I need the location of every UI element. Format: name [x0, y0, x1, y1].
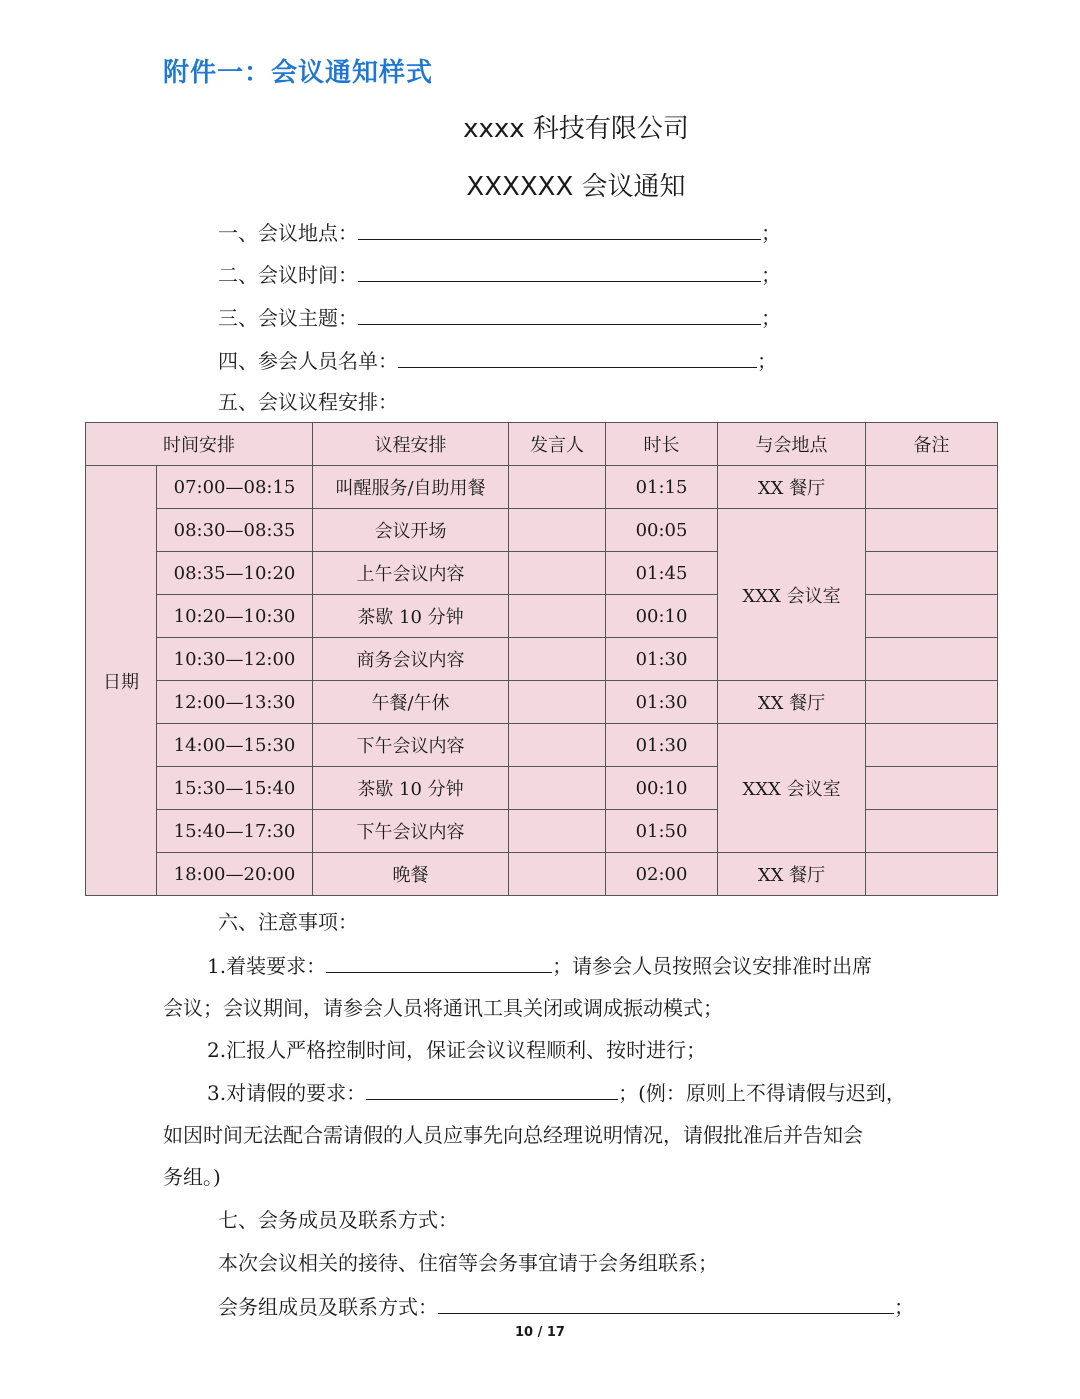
duration-cell: 01:50 [606, 810, 718, 853]
time-cell: 10:20—10:30 [157, 595, 313, 638]
item-attendees: 四、参会人员名单： ； [218, 349, 777, 373]
note-3-cont-2: 务组。) [163, 1165, 221, 1189]
agenda-cell: 会议开场 [313, 509, 509, 552]
header-agenda: 议程安排 [313, 423, 509, 466]
contacts-line-1: 本次会议相关的接待、住宿等会务事宜请于会务组联系； [218, 1251, 718, 1275]
speaker-cell[interactable] [509, 853, 606, 896]
attachment-title: 附件一：会议通知样式 [163, 58, 434, 88]
remarks-cell[interactable] [866, 853, 998, 896]
time-cell: 12:00—13:30 [157, 681, 313, 724]
date-cell: 日期 [86, 466, 157, 896]
company-name: xxxx 科技有限公司 [463, 114, 689, 144]
topic-blank[interactable] [358, 304, 761, 325]
table-header-row [86, 423, 998, 466]
agenda-table [85, 422, 998, 896]
place-cell: XX 餐厅 [718, 466, 866, 509]
note-1-cont: 会议；会议期间，请参会人员将通讯工具关闭或调成振动模式； [163, 996, 723, 1020]
agenda-cell: 上午会议内容 [313, 552, 509, 595]
attendees-blank[interactable] [398, 347, 757, 368]
agenda-cell: 午餐/午休 [313, 681, 509, 724]
duration-cell: 01:30 [606, 724, 718, 767]
duration-cell: 01:45 [606, 552, 718, 595]
place-cell: XXX 会议室 [718, 509, 866, 681]
time-cell: 08:35—10:20 [157, 552, 313, 595]
agenda-cell: 下午会议内容 [313, 810, 509, 853]
agenda-cell: 茶歇 10 分钟 [313, 767, 509, 810]
header-time: 时间安排 [86, 423, 313, 466]
time-cell: 14:00—15:30 [157, 724, 313, 767]
place-cell: XXX 会议室 [718, 724, 866, 853]
header-speaker: 发言人 [509, 423, 606, 466]
contacts-blank[interactable] [438, 1293, 894, 1314]
item-time: 二、会议时间： ； [218, 263, 781, 287]
remarks-cell[interactable] [866, 681, 998, 724]
speaker-cell[interactable] [509, 767, 606, 810]
page-number: 10 / 17 [515, 1325, 565, 1340]
speaker-cell[interactable] [509, 466, 606, 509]
duration-cell: 00:10 [606, 767, 718, 810]
agenda-cell: 茶歇 10 分钟 [313, 595, 509, 638]
item-location: 一、会议地点： ； [218, 221, 781, 245]
time-cell: 10:30—12:00 [157, 638, 313, 681]
place-cell: XX 餐厅 [718, 681, 866, 724]
agenda-cell: 下午会议内容 [313, 724, 509, 767]
remarks-cell[interactable] [866, 552, 998, 595]
header-remarks: 备注 [866, 423, 998, 466]
contacts-heading: 七、会务成员及联系方式： [218, 1208, 458, 1232]
location-blank[interactable] [358, 219, 761, 240]
table-row [86, 509, 998, 552]
duration-cell: 01:15 [606, 466, 718, 509]
speaker-cell[interactable] [509, 595, 606, 638]
table-row [86, 681, 998, 724]
note-1: 1.着装要求： ；请参会人员按照会议安排准时出席 [207, 954, 873, 978]
time-cell: 15:40—17:30 [157, 810, 313, 853]
duration-cell: 01:30 [606, 638, 718, 681]
time-cell: 15:30—15:40 [157, 767, 313, 810]
speaker-cell[interactable] [509, 810, 606, 853]
speaker-cell[interactable] [509, 638, 606, 681]
time-cell: 18:00—20:00 [157, 853, 313, 896]
notice-title: XXXXXX 会议通知 [466, 172, 686, 202]
time-cell: 08:30—08:35 [157, 509, 313, 552]
duration-cell: 02:00 [606, 853, 718, 896]
speaker-cell[interactable] [509, 681, 606, 724]
place-cell: XX 餐厅 [718, 853, 866, 896]
agenda-cell: 商务会议内容 [313, 638, 509, 681]
item-topic: 三、会议主题： ； [218, 306, 781, 330]
agenda-cell: 叫醒服务/自助用餐 [313, 466, 509, 509]
note-3-cont-1: 如因时间无法配合需请假的人员应事先向总经理说明情况，请假批准后并告知会 [163, 1123, 863, 1147]
remarks-cell[interactable] [866, 810, 998, 853]
remarks-cell[interactable] [866, 466, 998, 509]
agenda-cell: 晚餐 [313, 853, 509, 896]
item-agenda-heading: 五、会议议程安排： [218, 390, 398, 414]
duration-cell: 00:05 [606, 509, 718, 552]
header-duration: 时长 [606, 423, 718, 466]
remarks-cell[interactable] [866, 638, 998, 681]
time-cell: 07:00—08:15 [157, 466, 313, 509]
remarks-cell[interactable] [866, 509, 998, 552]
contacts-line-2: 会务组成员及联系方式： ； [218, 1295, 914, 1319]
dress-code-blank[interactable] [326, 952, 552, 973]
leave-policy-blank[interactable] [366, 1079, 618, 1100]
duration-cell: 00:10 [606, 595, 718, 638]
speaker-cell[interactable] [509, 552, 606, 595]
table-row [86, 724, 998, 767]
note-3: 3.对请假的要求： ；(例：原则上不得请假与迟到， [207, 1081, 906, 1105]
remarks-cell[interactable] [866, 767, 998, 810]
table-row [86, 466, 998, 509]
time-blank[interactable] [358, 261, 761, 282]
speaker-cell[interactable] [509, 724, 606, 767]
remarks-cell[interactable] [866, 595, 998, 638]
remarks-cell[interactable] [866, 724, 998, 767]
note-2: 2.汇报人严格控制时间，保证会议议程顺利、按时进行； [207, 1038, 707, 1062]
header-location: 与会地点 [718, 423, 866, 466]
duration-cell: 01:30 [606, 681, 718, 724]
speaker-cell[interactable] [509, 509, 606, 552]
notes-heading: 六、注意事项： [218, 910, 358, 934]
table-row [86, 853, 998, 896]
